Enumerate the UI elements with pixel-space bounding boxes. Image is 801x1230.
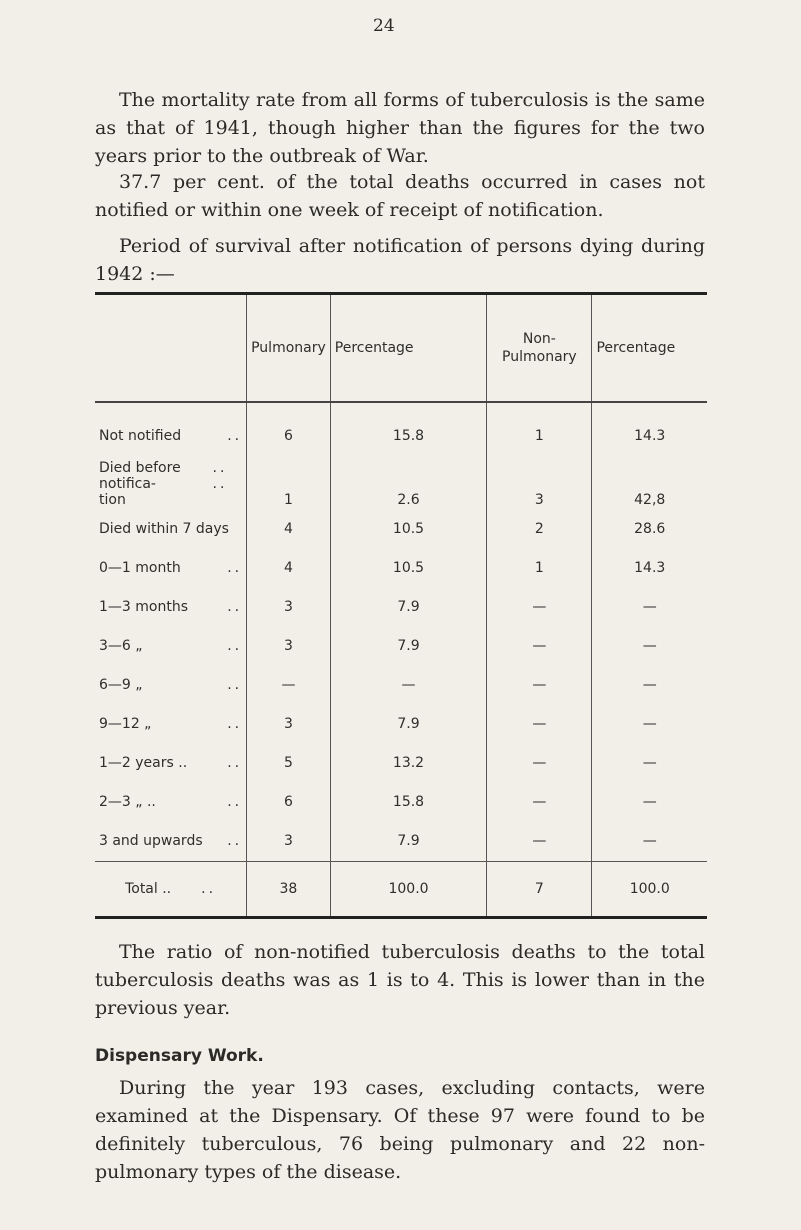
non-pulmonary-value: —	[487, 588, 592, 627]
pulmonary-value: 3	[247, 588, 331, 627]
percentage-2-value: —	[592, 705, 707, 744]
percentage-2-value: —	[592, 627, 707, 666]
leader-dots: ..	[227, 716, 243, 732]
percentage-2-value: 42,8	[592, 456, 707, 510]
percentage-value: —	[330, 666, 487, 705]
row-label: 2—3 „ ..	[99, 794, 156, 810]
leader-dots: ..	[227, 560, 243, 576]
percentage-value: 7.9	[330, 822, 487, 862]
leader-dots: ..	[227, 755, 243, 771]
table-row	[95, 822, 707, 862]
percentage-value: 10.5	[330, 549, 487, 588]
row-label: 1—3 months	[99, 599, 188, 615]
percentage-2-value: —	[592, 666, 707, 705]
percentage-2-value: —	[592, 822, 707, 862]
row-label: 3—6 „	[99, 638, 143, 654]
percentage-2-value: 100.0	[592, 861, 707, 917]
paragraph-survival-intro: Period of survival after notification of persons dying during 1942 :—	[95, 235, 705, 285]
row-label-cell	[95, 744, 247, 783]
row-label-cell	[95, 783, 247, 822]
non-pulmonary-value: 7	[487, 861, 592, 917]
row-label-cell	[95, 456, 247, 510]
row-label: 1—2 years ..	[99, 755, 188, 771]
table-row	[95, 627, 707, 666]
leader-dots: ..	[227, 677, 243, 693]
percentage-value: 15.8	[330, 402, 487, 456]
leader-dots: ..	[201, 880, 217, 897]
non-pulmonary-value: —	[487, 744, 592, 783]
non-pulmonary-value: 2	[487, 510, 592, 549]
non-pulmonary-value: —	[487, 822, 592, 862]
leader-dots: ..	[227, 794, 243, 810]
percentage-2-value: —	[592, 588, 707, 627]
row-label-cell	[95, 822, 247, 862]
pulmonary-value: 5	[247, 744, 331, 783]
table-row	[95, 510, 707, 549]
row-label: 3 and upwards	[99, 833, 203, 849]
pulmonary-value: 6	[247, 783, 331, 822]
pulmonary-value: 1	[247, 456, 331, 510]
row-label: 9—12 „	[99, 716, 152, 732]
paragraph-dispensary: During the year 193 cases, excluding contacts, were examined at the Dispensary. Of these 97 were found to be definitely tuberculous, 76 being pulmonary and 22 non-pulmonary types of the disease.	[95, 1077, 705, 1183]
row-label-cell	[95, 666, 247, 705]
header-pulmonary: Pulmonary	[247, 294, 331, 402]
row-label: Died before notifica- tion	[99, 459, 181, 508]
header-empty	[95, 294, 247, 402]
leader-dots: ..	[227, 638, 243, 654]
percentage-value: 100.0	[330, 861, 487, 917]
row-label-cell	[95, 627, 247, 666]
percentage-2-value: —	[592, 744, 707, 783]
table-row	[95, 402, 707, 456]
row-label: 6—9 „	[99, 677, 143, 693]
paragraph-ratio: The ratio of non-notified tuberculosis deaths to the total tuberculosis deaths was as 1 is to 4. This is lower than in the previous year.	[95, 941, 705, 1019]
non-pulmonary-value: 1	[487, 549, 592, 588]
row-label-cell	[95, 402, 247, 456]
row-label: 0—1 month	[99, 560, 181, 576]
non-pulmonary-value: —	[487, 627, 592, 666]
leader-dots: ..	[227, 599, 243, 615]
leader-dots: ..	[227, 428, 243, 444]
non-pulmonary-value: 3	[487, 456, 592, 510]
percentage-value: 2.6	[330, 456, 487, 510]
table-row	[95, 666, 707, 705]
pulmonary-value: 3	[247, 705, 331, 744]
table-row	[95, 588, 707, 627]
table-row	[95, 744, 707, 783]
header-percentage-2: Percentage	[592, 294, 707, 402]
row-label: Died within 7 days	[99, 521, 229, 537]
percentage-2-value: —	[592, 783, 707, 822]
pulmonary-value: 4	[247, 549, 331, 588]
non-pulmonary-value: 1	[487, 402, 592, 456]
table-header-row	[95, 294, 707, 402]
pulmonary-value: 3	[247, 627, 331, 666]
table-row	[95, 783, 707, 822]
row-label-cell	[95, 861, 247, 917]
non-pulmonary-value: —	[487, 666, 592, 705]
row-label-cell	[95, 510, 247, 549]
pulmonary-value: 38	[247, 861, 331, 917]
paragraph-mortality: The mortality rate from all forms of tuberculosis is the same as that of 1941, though higher than the figures for the two years prior to the outbreak of War.	[95, 89, 705, 167]
pulmonary-value: 4	[247, 510, 331, 549]
row-label-cell	[95, 549, 247, 588]
header-non-pulmonary: Non- Pulmonary	[487, 294, 592, 402]
row-label-cell	[95, 588, 247, 627]
row-label: Total ..	[125, 880, 172, 897]
header-percentage: Percentage	[330, 294, 487, 402]
leader-dots: .. ..	[212, 459, 228, 492]
percentage-value: 10.5	[330, 510, 487, 549]
leader-dots: ..	[227, 833, 243, 849]
percentage-2-value: 28.6	[592, 510, 707, 549]
table-row	[95, 861, 707, 917]
percentage-value: 7.9	[330, 705, 487, 744]
pulmonary-value: 6	[247, 402, 331, 456]
page-number: 24	[373, 16, 395, 36]
table-row	[95, 456, 707, 510]
pulmonary-value: —	[247, 666, 331, 705]
table-row	[95, 549, 707, 588]
paragraph-notification: 37.7 per cent. of the total deaths occurred in cases not notified or within one week of receipt of notification.	[95, 171, 705, 221]
percentage-value: 13.2	[330, 744, 487, 783]
section-heading: Dispensary Work.	[95, 1046, 264, 1066]
percentage-2-value: 14.3	[592, 549, 707, 588]
percentage-value: 7.9	[330, 588, 487, 627]
table-row	[95, 705, 707, 744]
percentage-2-value: 14.3	[592, 402, 707, 456]
pulmonary-value: 3	[247, 822, 331, 862]
non-pulmonary-value: —	[487, 783, 592, 822]
percentage-value: 15.8	[330, 783, 487, 822]
percentage-value: 7.9	[330, 627, 487, 666]
survival-table	[95, 292, 707, 919]
row-label-cell	[95, 705, 247, 744]
non-pulmonary-value: —	[487, 705, 592, 744]
row-label: Not notified	[99, 428, 182, 444]
